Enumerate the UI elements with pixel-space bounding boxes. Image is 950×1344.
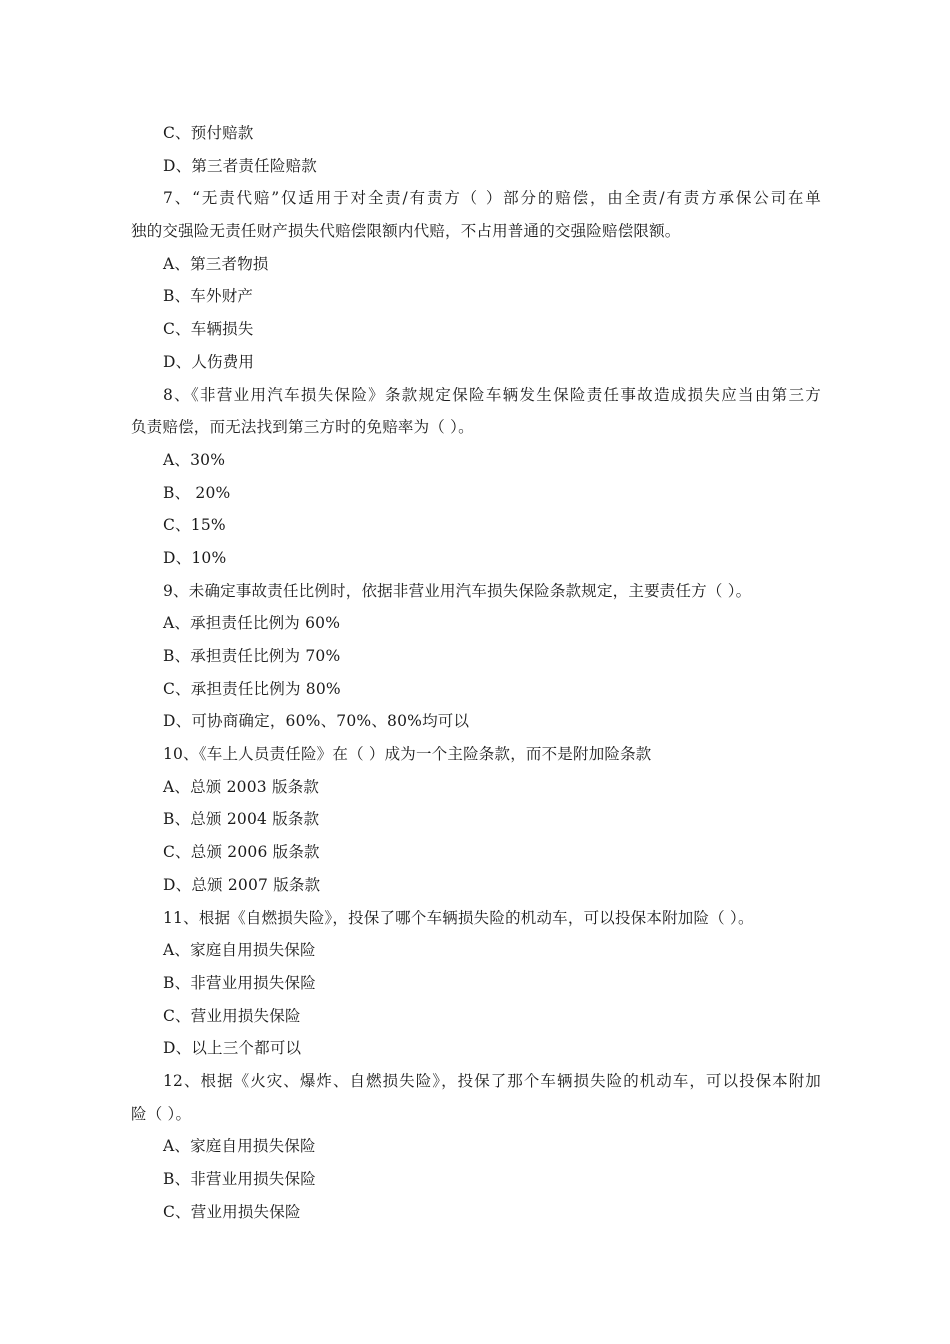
question-12-line-1: 12、根据《火灾、爆炸、自燃损失险》，投保了那个车辆损失险的机动车，可以投保本附加 xyxy=(163,1071,821,1090)
option-line: C、营业用损失保险 xyxy=(163,1006,301,1025)
option-line: B、 20% xyxy=(163,483,231,502)
option-line: C、营业用损失保险 xyxy=(163,1202,301,1221)
option-line: D、以上三个都可以 xyxy=(163,1039,302,1058)
question-9-line-1: 9、未确定事故责任比例时，依据非营业用汽车损失保险条款规定，主要责任方（ ）。 xyxy=(163,581,752,600)
option-line: B、非营业用损失保险 xyxy=(163,973,316,992)
question-7-line-1: 7、“无责代赔”仅适用于对全责/有责方（ ）部分的赔偿，由全责/有责方承保公司在单 xyxy=(163,189,821,208)
option-line: D、人伤费用 xyxy=(163,352,255,371)
option-line: D、10% xyxy=(163,548,227,567)
option-line: B、非营业用损失保险 xyxy=(163,1170,316,1188)
option-line: A、第三者物损 xyxy=(163,254,269,273)
question-10-line-1: 10、《车上人员责任险》在（ ）成为一个主险条款，而不是附加险条款 xyxy=(163,745,652,764)
option-line: C、承担责任比例为 80% xyxy=(163,679,341,698)
option-line: C、15% xyxy=(163,516,226,535)
document-body xyxy=(131,117,821,1228)
option-line: C、总颁 2006 版条款 xyxy=(163,843,320,862)
option-line: B、总颁 2004 版条款 xyxy=(163,810,320,829)
option-line: A、承担责任比例为 60% xyxy=(163,614,341,633)
question-8-line-2: 负责赔偿，而无法找到第三方时的免赔率为（ ）。 xyxy=(131,418,474,437)
question-7-line-2: 独的交强险无责任财产损失代赔偿限额内代赔，不占用普通的交强险赔偿限额。 xyxy=(131,222,681,241)
option-line: D、可协商确定，60%、70%、80%均可以 xyxy=(163,712,470,731)
option-line: B、车外财产 xyxy=(163,287,254,306)
option-line: A、30% xyxy=(163,450,226,469)
option-line: C、车辆损失 xyxy=(163,320,254,339)
question-12-line-2: 险（ ）。 xyxy=(131,1104,192,1123)
option-line: A、家庭自用损失保险 xyxy=(163,1137,316,1156)
question-11-line-1: 11、根据《自燃损失险》，投保了哪个车辆损失险的机动车，可以投保本附加险（ ）。 xyxy=(163,908,754,927)
option-line: B、承担责任比例为 70% xyxy=(163,647,341,665)
question-8-line-1: 8、《非营业用汽车损失保险》条款规定保险车辆发生保险责任事故造成损失应当由第三方 xyxy=(163,385,821,404)
option-line: A、家庭自用损失保险 xyxy=(163,941,316,960)
option-line: D、总颁 2007 版条款 xyxy=(163,875,321,894)
option-line: A、总颁 2003 版条款 xyxy=(163,777,320,796)
option-line: C、预付赔款 xyxy=(163,124,254,142)
option-line: D、第三者责任险赔款 xyxy=(163,156,317,175)
